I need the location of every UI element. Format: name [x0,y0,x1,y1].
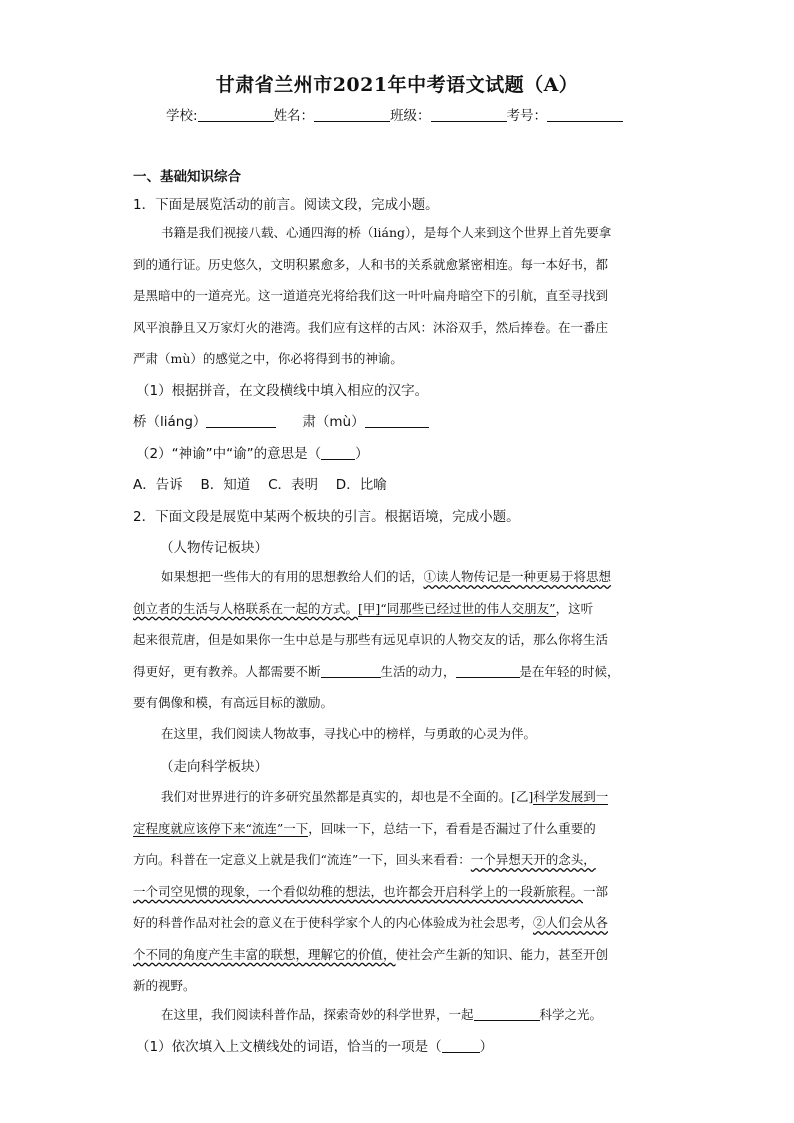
text: 新的视野。 [133,978,196,993]
passage-line: 是黑暗中的一道亮光。这一道道亮光将给我们这一叶叶扁舟暗空下的引航，直至寻找到 [133,288,609,303]
q2-passage-2 [133,718,667,750]
q1-options: A．告诉 B．知道 C．表明 D．比喻 [133,477,387,493]
sub2-text: （2）“神谕”中“谕”的意思是（ [136,446,322,462]
text: ，回味一下，总结一下，看看是否漏过了什么重要的 [308,820,596,836]
student-info-line [166,104,623,124]
wavy-sentence-2-cont: 个不同的角度产生丰富的联想，理解它的价值， [133,946,396,962]
text: 科学之光。 [539,1007,603,1022]
sub2-close: ） [355,446,369,462]
text: 如果想把一些伟大的有用的思想教给人们的话， [161,569,424,584]
q1-passage [133,217,667,375]
school-label: 学校: [166,108,198,124]
passage-line: 书籍是我们视接八载、心通四海的桥（liáng），是每个人来到这个世界上首先要拿 [161,225,612,240]
number-label: 考号： [506,108,548,124]
wavy-sentence-1: ①读人物传记是一种更易于将思想 [423,569,612,584]
passage-line: 到的通行证。历史悠久，文明积累愈多，人和书的关系就愈紧密相连。每一本好书，都 [133,256,609,272]
blank-1[interactable] [321,663,381,678]
text: 我们对世界进行的许多研究虽然都是真实的，却也是不全面的。[乙] [161,789,534,804]
wavy-sentence-1-cont: 创立者的生活与人格联系在一起的方式。 [133,600,359,616]
number-blank [547,107,623,122]
wavy-sentence-2: ②人们会从各 [533,915,609,930]
text: 是在年轻的时候， [519,663,620,679]
q2-passage-4 [133,999,667,1031]
wavy-phrase-cont: 一个司空见惯的现象，一个看似幼稚的想法，也许都会开启科学上的一段新旅程。 [133,883,584,899]
text: 得更好，更有教养。人都需要不断 [133,663,321,679]
sub1-answer-blank[interactable] [442,1038,480,1053]
section-heading: 一、基础知识综合 [133,169,241,185]
q1-sub1: （1）根据拼音，在文段横线中填入相应的汉字。 [136,383,429,399]
q2-passage-3 [133,781,667,1002]
page-title: 甘肃省兰州市2021年中考语文试题（A） [215,74,579,96]
q2-stem: 2．下面文段是展览中某两个板块的引言。根据语境，完成小题。 [133,509,520,525]
sub2-answer-blank[interactable] [321,445,355,460]
text: 方向。科普在一定意义上就是我们“流连”一下，回头来看看： [133,852,471,867]
school-blank [198,107,274,122]
text: 起来很荒唐，但是如果你一生中总是与那些有远见卓识的人物交友的话，那么你将生活 [133,632,609,647]
q2-sub1 [136,1035,493,1055]
fill-a-blank[interactable] [206,413,276,428]
text: 在这里，我们阅读科普作品，探索奇妙的科学世界，一起 [161,1007,474,1022]
sub1-close: ） [479,1039,494,1055]
text: ，这听 [555,600,594,616]
wavy-phrase: 一个异想天开的念头， [470,852,596,867]
text: 在这里，我们阅读人物故事，寻找心中的榜样，与勇敢的心灵为伴。 [161,726,537,741]
q1-fill-line [133,410,429,430]
q2-passage-1 [133,561,667,719]
text: 好的科普作品对社会的意义在于使科学家个人的内心体验成为社会思考， [133,915,534,930]
text: 一部 [583,883,609,899]
underlined-jia: [甲]“同那些已经过世的伟人交朋友” [358,600,556,616]
q1-sub2 [136,442,369,462]
fill-a-label: 桥（liáng） [133,414,207,430]
q1-stem: 1．下面是展览活动的前言。阅读文段，完成小题。 [133,197,439,213]
name-blank [314,107,390,122]
class-label: 班级： [390,108,431,124]
text: 生活的动力， [380,663,456,679]
text: 使社会产生新的知识、能力，甚至开创 [395,946,609,962]
block1-heading: （人物传记板块） [160,540,268,556]
fill-b-label: 肃（mù） [302,414,365,430]
block2-heading: （走向科学板块） [160,759,268,775]
name-label: 姓名： [273,108,315,124]
blank-3[interactable] [474,1006,540,1021]
blank-2[interactable] [456,663,520,678]
class-blank [431,107,507,122]
underlined-yi: 科学发展到一 [533,789,609,804]
passage-line: 严肃（mù）的感觉之中，你必将得到书的神谕。 [133,351,403,366]
passage-line: 风平浪静且又万家灯火的港湾。我们应有这样的古风：沐浴双手，然后捧卷。在一番庄 [133,319,609,335]
text: 要有偶像和模，有高远目标的激励。 [133,695,334,710]
sub1-text: （1）依次填入上文横线处的词语，恰当的一项是（ [136,1039,442,1055]
underlined-yi-cont: 定程度就应该停下来“流连”一下 [133,820,309,836]
fill-b-blank[interactable] [365,413,429,428]
